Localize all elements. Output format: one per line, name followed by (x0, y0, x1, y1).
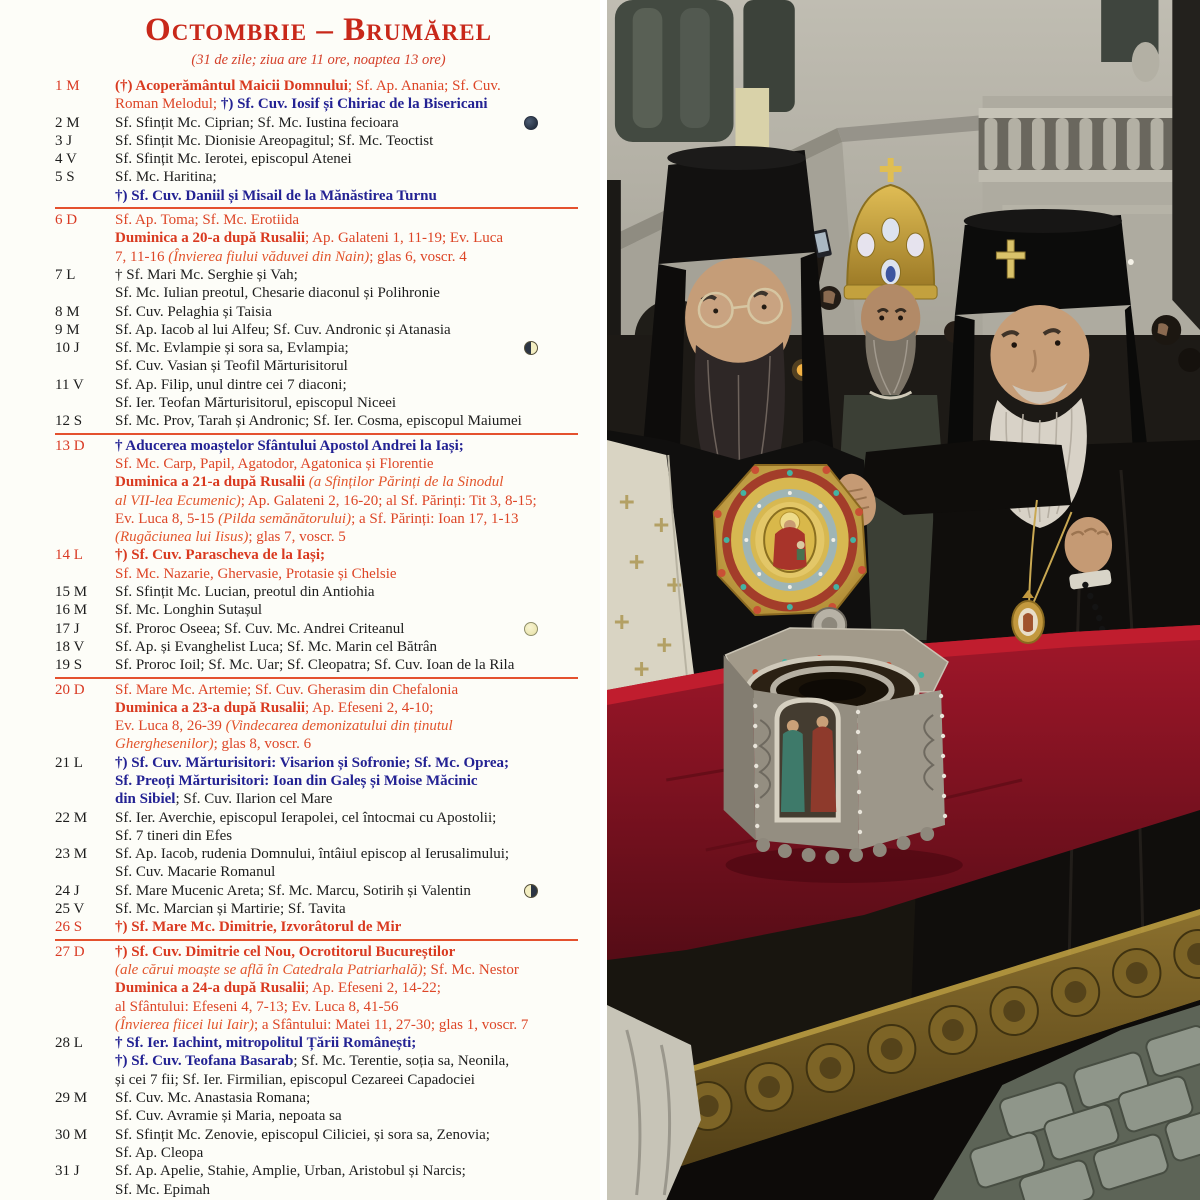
day-line (115, 717, 582, 735)
text-segment: Sf. Mc. Iulian preotul, Chesarie diaconul și Polihronie (115, 285, 440, 302)
calendar-day-row (55, 321, 582, 339)
text-segment: Sf. Ap. și Evanghelist Luca; Sf. Mc. Marin cel Bătrân (115, 638, 438, 655)
calendar-day-row (55, 1126, 582, 1163)
text-segment: † Sf. Mari Mc. Serghie și Vah; (115, 266, 298, 283)
calendar-day-row (55, 681, 582, 754)
day-label: 6 D (55, 212, 78, 229)
text-segment: ; Sf. Ap. Anania; Sf. Cuv. (347, 78, 501, 94)
day-line (115, 943, 582, 961)
text-segment: Sf. Mc. Haritina; (115, 169, 217, 186)
day-label: 28 L (55, 1035, 83, 1052)
text-segment: Sf. Ier. Averchie, episcopul Ierapolei, cel întocmai cu Apostolii; (115, 809, 497, 826)
day-label: 16 M (55, 602, 88, 619)
day-commemorations (115, 681, 582, 754)
day-commemorations (115, 168, 582, 205)
day-label: 24 J (55, 882, 80, 899)
day-line (115, 1034, 582, 1052)
day-line (115, 809, 582, 827)
day-line (115, 1144, 582, 1162)
text-segment: Sf. Mare Mc. Artemie; Sf. Cuv. Gherasim din Chefalonia (115, 681, 459, 698)
text-segment: Duminica a 21-a după Rusalii (115, 474, 309, 491)
day-commemorations (115, 943, 582, 1034)
calendar-day-row (55, 546, 582, 583)
text-segment: Sf. Ap. Apelie, Stahie, Amplie, Urban, Aristobul și Narcis; (115, 1163, 466, 1180)
text-segment: ; Sf. Cuv. Ilarion cel Mare (175, 791, 333, 808)
box-front-icon (777, 700, 838, 820)
day-line (115, 565, 582, 583)
text-segment: †) Sf. Cuv. Teofana Basarab (115, 1053, 294, 1070)
text-segment: Sf. Mc. Longhin Sutașul (115, 602, 263, 619)
text-segment: Ev. Luca 8, 5-15 (115, 510, 219, 527)
calendar-day-row (55, 620, 582, 638)
text-segment: ; Ap. Efeseni 2, 14-22; (305, 980, 441, 997)
day-label: 13 D (55, 437, 85, 454)
calendar-day-row (55, 168, 582, 205)
day-line (115, 681, 582, 699)
day-label: 10 J (55, 340, 80, 357)
text-segment: ; Sf. Mc. Nestor (422, 961, 519, 978)
day-line (115, 211, 582, 229)
text-segment: și cei 7 fii; Sf. Ier. Firmilian, episcopul Cezareei Capadociei (115, 1071, 475, 1088)
text-segment: (a Sfinților Părinți de la Sinodul (308, 474, 504, 491)
text-segment: (Pilda semănătorului) (218, 510, 352, 527)
text-segment: Duminica a 23-a după Rusalii (115, 699, 306, 716)
day-line (115, 303, 582, 321)
text-segment: Sf. Mc. Carp, Papil, Agatodor, Agatonica și Florentie (115, 455, 434, 472)
day-label: 7 L (55, 266, 76, 283)
day-line (115, 620, 582, 638)
day-label: 12 S (55, 413, 83, 430)
text-segment: Gherghesenilor) (115, 736, 214, 753)
day-line (115, 863, 582, 881)
day-label: 26 S (55, 919, 83, 936)
calendar-day-row (55, 918, 582, 936)
calendar-day-row (55, 583, 582, 601)
text-segment: Sf. Ap. Iacob al lui Alfeu; Sf. Cuv. Andronic și Atanasia (115, 321, 451, 338)
day-line (115, 321, 582, 339)
day-commemorations (115, 77, 582, 114)
text-segment: Sf. Sfințit Mc. Dionisie Areopagitul; Sf. Mc. Teoctist (115, 132, 434, 149)
day-line (115, 229, 582, 247)
text-segment: Sf. Ier. Teofan Mărturisitorul, episcopul Niceei (115, 395, 397, 412)
day-line (115, 638, 582, 656)
day-line (115, 394, 582, 412)
ceremony-photo (600, 0, 1200, 1200)
day-commemorations (115, 601, 582, 619)
day-line (115, 979, 582, 997)
day-line (115, 772, 582, 790)
text-segment: Sf. Cuv. Mc. Anastasia Romana; (115, 1090, 311, 1107)
text-segment: †) Sf. Cuv. Iosif și Chiriac de la Bisericani (220, 96, 488, 113)
text-segment: (Vindecarea demonizatului din ținutul (225, 718, 453, 735)
text-segment: (Învierea fiicei lui Iair) (115, 1016, 254, 1033)
text-segment: Sf. Sfințit Mc. Ierotei, episcopul Atenei (115, 151, 352, 168)
text-segment: din Sibiel (115, 791, 176, 808)
text-segment: Sf. Sfințit Mc. Lucian, preotul din Antiohia (115, 584, 375, 601)
day-label: 30 M (55, 1126, 88, 1143)
day-commemorations (115, 437, 582, 547)
text-segment: ; Sf. Mc. Terentie, soția sa, Neonila, (293, 1053, 510, 1070)
calendar-day-row (55, 376, 582, 413)
day-commemorations (115, 1089, 582, 1126)
text-segment: (Învierea fiului văduvei din Nain) (168, 248, 370, 265)
calendar-day-row (55, 1089, 582, 1126)
text-segment: Sf. Ap. Iacob, rudenia Domnului, întâiul episcop al Ierusalimului; (115, 846, 510, 863)
text-segment: Sf. Ap. Toma; Sf. Mc. Erotiida (115, 212, 300, 229)
calendar-day-row (55, 77, 582, 114)
day-label: 11 V (55, 376, 84, 393)
text-segment: ; a Sfântului: Matei 11, 27-30; glas 1, voscr. 7 (253, 1016, 529, 1033)
day-label: 19 S (55, 657, 83, 674)
day-line (115, 357, 582, 375)
calendar-month-subtitle: (31 de zile; ziua are 11 ore, noaptea 13 ore) (191, 52, 446, 68)
day-line (115, 1181, 582, 1199)
calendar-day-row (55, 150, 582, 168)
day-line (115, 961, 582, 979)
day-line (115, 1126, 582, 1144)
text-segment: Sf. Ap. Cleopa (115, 1144, 204, 1161)
day-label: 9 M (55, 321, 80, 338)
day-line (115, 95, 582, 113)
text-segment: al VII-lea Ecumenic) (115, 492, 241, 509)
day-label: 22 M (55, 809, 88, 826)
text-segment: Sf. Ap. Filip, unul dintre cei 7 diaconi; (115, 376, 347, 393)
day-line (115, 1016, 582, 1034)
day-line (115, 583, 582, 601)
day-line (115, 1089, 582, 1107)
day-line (115, 699, 582, 717)
day-commemorations (115, 1162, 582, 1199)
calendar-day-row (55, 754, 582, 809)
text-segment: al Sfântului: Efeseni 4, 7-13; Ev. Luca 8, 41-56 (115, 998, 399, 1015)
day-commemorations (115, 754, 582, 809)
last-quarter-moon-icon (524, 884, 538, 898)
text-segment: Sf. Cuv. Avramie și Maria, nepoata sa (115, 1108, 342, 1125)
day-line (115, 900, 582, 918)
text-segment: Sf. Preoți Mărturisitori: Ioan din Galeș și Moise Măcinic (115, 772, 478, 789)
day-label: 14 L (55, 547, 83, 564)
sunday-separator (55, 207, 578, 209)
calendar-day-row (55, 266, 582, 303)
day-line (115, 187, 582, 205)
day-line (115, 339, 582, 357)
reliquary-box (724, 628, 948, 864)
day-line (115, 473, 582, 491)
day-commemorations (115, 114, 582, 132)
day-line (115, 827, 582, 845)
text-segment: † Aducerea moaștelor Sfântului Apostol Andrei la Iași; (115, 437, 464, 454)
text-segment: Duminica a 24-a după Rusalii (115, 980, 306, 997)
day-commemorations (115, 303, 582, 321)
calendar-day-row (55, 656, 582, 674)
text-segment: † Sf. Ier. Iachint, mitropolitul Țării Românești; (115, 1035, 417, 1052)
calendar-days (55, 77, 582, 1199)
day-line (115, 114, 582, 132)
day-line (115, 882, 582, 900)
day-label: 2 M (55, 114, 80, 131)
day-line (115, 437, 582, 455)
day-line (115, 510, 582, 528)
sunday-separator (55, 939, 578, 941)
day-line (115, 248, 582, 266)
calendar-month-title: Octombrie – Brumărel (145, 12, 492, 48)
text-segment: ; Ap. Efeseni 2, 4-10; (305, 699, 434, 716)
text-segment: ; glas 7, voscr. 5 (248, 529, 346, 546)
day-line (115, 412, 582, 430)
day-line (115, 601, 582, 619)
calendar-day-row (55, 303, 582, 321)
day-commemorations (115, 638, 582, 656)
day-line (115, 77, 582, 95)
day-line (115, 266, 582, 284)
day-label: 17 J (55, 620, 80, 637)
day-line (115, 735, 582, 753)
day-label: 25 V (55, 901, 85, 918)
calendar-day-row (55, 412, 582, 430)
day-line (115, 790, 582, 808)
text-segment: ; Ap. Galateni 1, 11-19; Ev. Luca (305, 230, 504, 247)
day-label: 8 M (55, 303, 80, 320)
day-line (115, 656, 582, 674)
calendar-day-row (55, 1034, 582, 1089)
day-commemorations (115, 321, 582, 339)
day-label: 20 D (55, 681, 85, 698)
day-line (115, 845, 582, 863)
day-commemorations (115, 339, 582, 376)
day-line (115, 132, 582, 150)
day-label: 21 L (55, 754, 83, 771)
text-segment: Sf. 7 tineri din Efes (115, 827, 233, 844)
text-segment: ; a Sf. Părinți: Ioan 17, 1-13 (351, 510, 519, 527)
calendar-day-row (55, 1162, 582, 1199)
calendar-day-row (55, 601, 582, 619)
text-segment: (ale cărui moaște se află în Catedrala Patriarhală) (115, 961, 423, 978)
text-segment: (†) Acoperământul Maicii Domnului (115, 78, 348, 94)
calendar-day-row (55, 900, 582, 918)
text-segment: Sf. Mc. Evlampie și sora sa, Evlampia; (115, 340, 349, 357)
day-commemorations (115, 1126, 582, 1163)
day-line (115, 998, 582, 1016)
day-commemorations (115, 412, 582, 430)
text-segment: Sf. Proroc Oseea; Sf. Cuv. Mc. Andrei Criteanul (115, 620, 405, 637)
calendar-day-row (55, 943, 582, 1034)
text-segment: Roman Melodul; (115, 96, 221, 113)
calendar-day-row (55, 809, 582, 846)
day-line (115, 492, 582, 510)
day-commemorations (115, 583, 582, 601)
calendar-day-row (55, 132, 582, 150)
text-segment: Sf. Mc. Prov, Tarah și Andronic; Sf. Ier. Cosma, episcopul Maiumei (115, 413, 522, 430)
sunday-separator (55, 433, 578, 435)
day-commemorations (115, 376, 582, 413)
text-segment: †) Sf. Mare Mc. Dimitrie, Izvorâtorul de Mir (115, 919, 402, 936)
text-segment: ; glas 6, voscr. 4 (369, 248, 467, 265)
day-line (115, 1052, 582, 1070)
text-segment: Sf. Cuv. Pelaghia și Taisia (115, 303, 272, 320)
text-segment: Sf. Sfințit Mc. Ciprian; Sf. Mc. Iustina fecioara (115, 114, 399, 131)
photo-scene (607, 0, 1200, 1200)
text-segment: Sf. Mc. Epimah (115, 1181, 210, 1198)
day-line (115, 150, 582, 168)
calendar-day-row (55, 882, 582, 900)
day-label: 31 J (55, 1163, 80, 1180)
text-segment: Duminica a 20-a după Rusalii (115, 230, 306, 247)
day-commemorations (115, 900, 582, 918)
text-segment: Sf. Cuv. Vasian și Teofil Mărturisitorul (115, 358, 348, 375)
day-commemorations (115, 1034, 582, 1089)
calendar-day-row (55, 638, 582, 656)
day-commemorations (115, 266, 582, 303)
text-segment: Sf. Sfințit Mc. Zenovie, episcopul Ciliciei, și sora sa, Zenovia; (115, 1126, 490, 1143)
day-label: 3 J (55, 132, 73, 149)
day-line (115, 168, 582, 186)
text-segment: Sf. Cuv. Macarie Romanul (115, 864, 276, 881)
day-label: 5 S (55, 169, 75, 186)
day-label: 15 M (55, 584, 88, 601)
text-segment: Sf. Proroc Ioil; Sf. Mc. Uar; Sf. Cleopatra; Sf. Cuv. Ioan de la Rila (115, 657, 515, 674)
calendar-day-row (55, 437, 582, 547)
day-label: 4 V (55, 151, 77, 168)
day-commemorations (115, 918, 582, 936)
text-segment: ; glas 8, voscr. 6 (213, 736, 312, 753)
sunday-separator (55, 677, 578, 679)
full-moon-icon (524, 622, 538, 636)
calendar-day-row (55, 211, 582, 266)
day-commemorations (115, 211, 582, 266)
text-segment: 7, 11-16 (115, 248, 169, 265)
day-line (115, 528, 582, 546)
day-label: 27 D (55, 943, 85, 960)
day-commemorations (115, 882, 582, 900)
day-line (115, 1071, 582, 1089)
text-segment: †) Sf. Cuv. Mărturisitori: Visarion și Sofronie; Sf. Mc. Oprea; (115, 754, 509, 771)
day-label: 23 M (55, 846, 88, 863)
text-segment: Sf. Mare Mucenic Areta; Sf. Mc. Marcu, Sotirih și Valentin (115, 882, 471, 899)
day-label: 29 M (55, 1090, 88, 1107)
day-line (115, 754, 582, 772)
day-label: 18 V (55, 638, 85, 655)
day-commemorations (115, 546, 582, 583)
day-line (115, 284, 582, 302)
day-commemorations (115, 150, 582, 168)
calendar-day-row (55, 339, 582, 376)
day-commemorations (115, 132, 582, 150)
day-line (115, 1107, 582, 1125)
day-line (115, 546, 582, 564)
text-segment: Sf. Mc. Nazarie, Ghervasie, Protasie și Chelsie (115, 565, 397, 582)
calendar-day-row (55, 845, 582, 882)
text-segment: Sf. Mc. Marcian și Martirie; Sf. Tavita (115, 901, 346, 918)
day-commemorations (115, 620, 582, 638)
day-commemorations (115, 656, 582, 674)
text-segment: (Rugăciunea lui Iisus) (115, 529, 249, 546)
new-moon-icon (524, 116, 538, 130)
day-label: 1 M (55, 78, 80, 94)
day-commemorations (115, 845, 582, 882)
calendar-day-row (55, 114, 582, 132)
text-segment: †) Sf. Cuv. Dimitrie cel Nou, Ocrotitorul Bucureștilor (115, 943, 456, 960)
day-line (115, 918, 582, 936)
day-line (115, 1162, 582, 1180)
day-line (115, 376, 582, 394)
text-segment: Ev. Luca 8, 26-39 (115, 718, 226, 735)
text-segment: ; Ap. Galateni 2, 16-20; al Sf. Părinți: Tit 3, 8-15; (240, 492, 537, 509)
text-segment: †) Sf. Cuv. Daniil și Misail de la Mănăstirea Turnu (115, 187, 437, 204)
day-line (115, 455, 582, 473)
day-commemorations (115, 809, 582, 846)
text-segment: †) Sf. Cuv. Parascheva de la Iași; (115, 547, 325, 564)
